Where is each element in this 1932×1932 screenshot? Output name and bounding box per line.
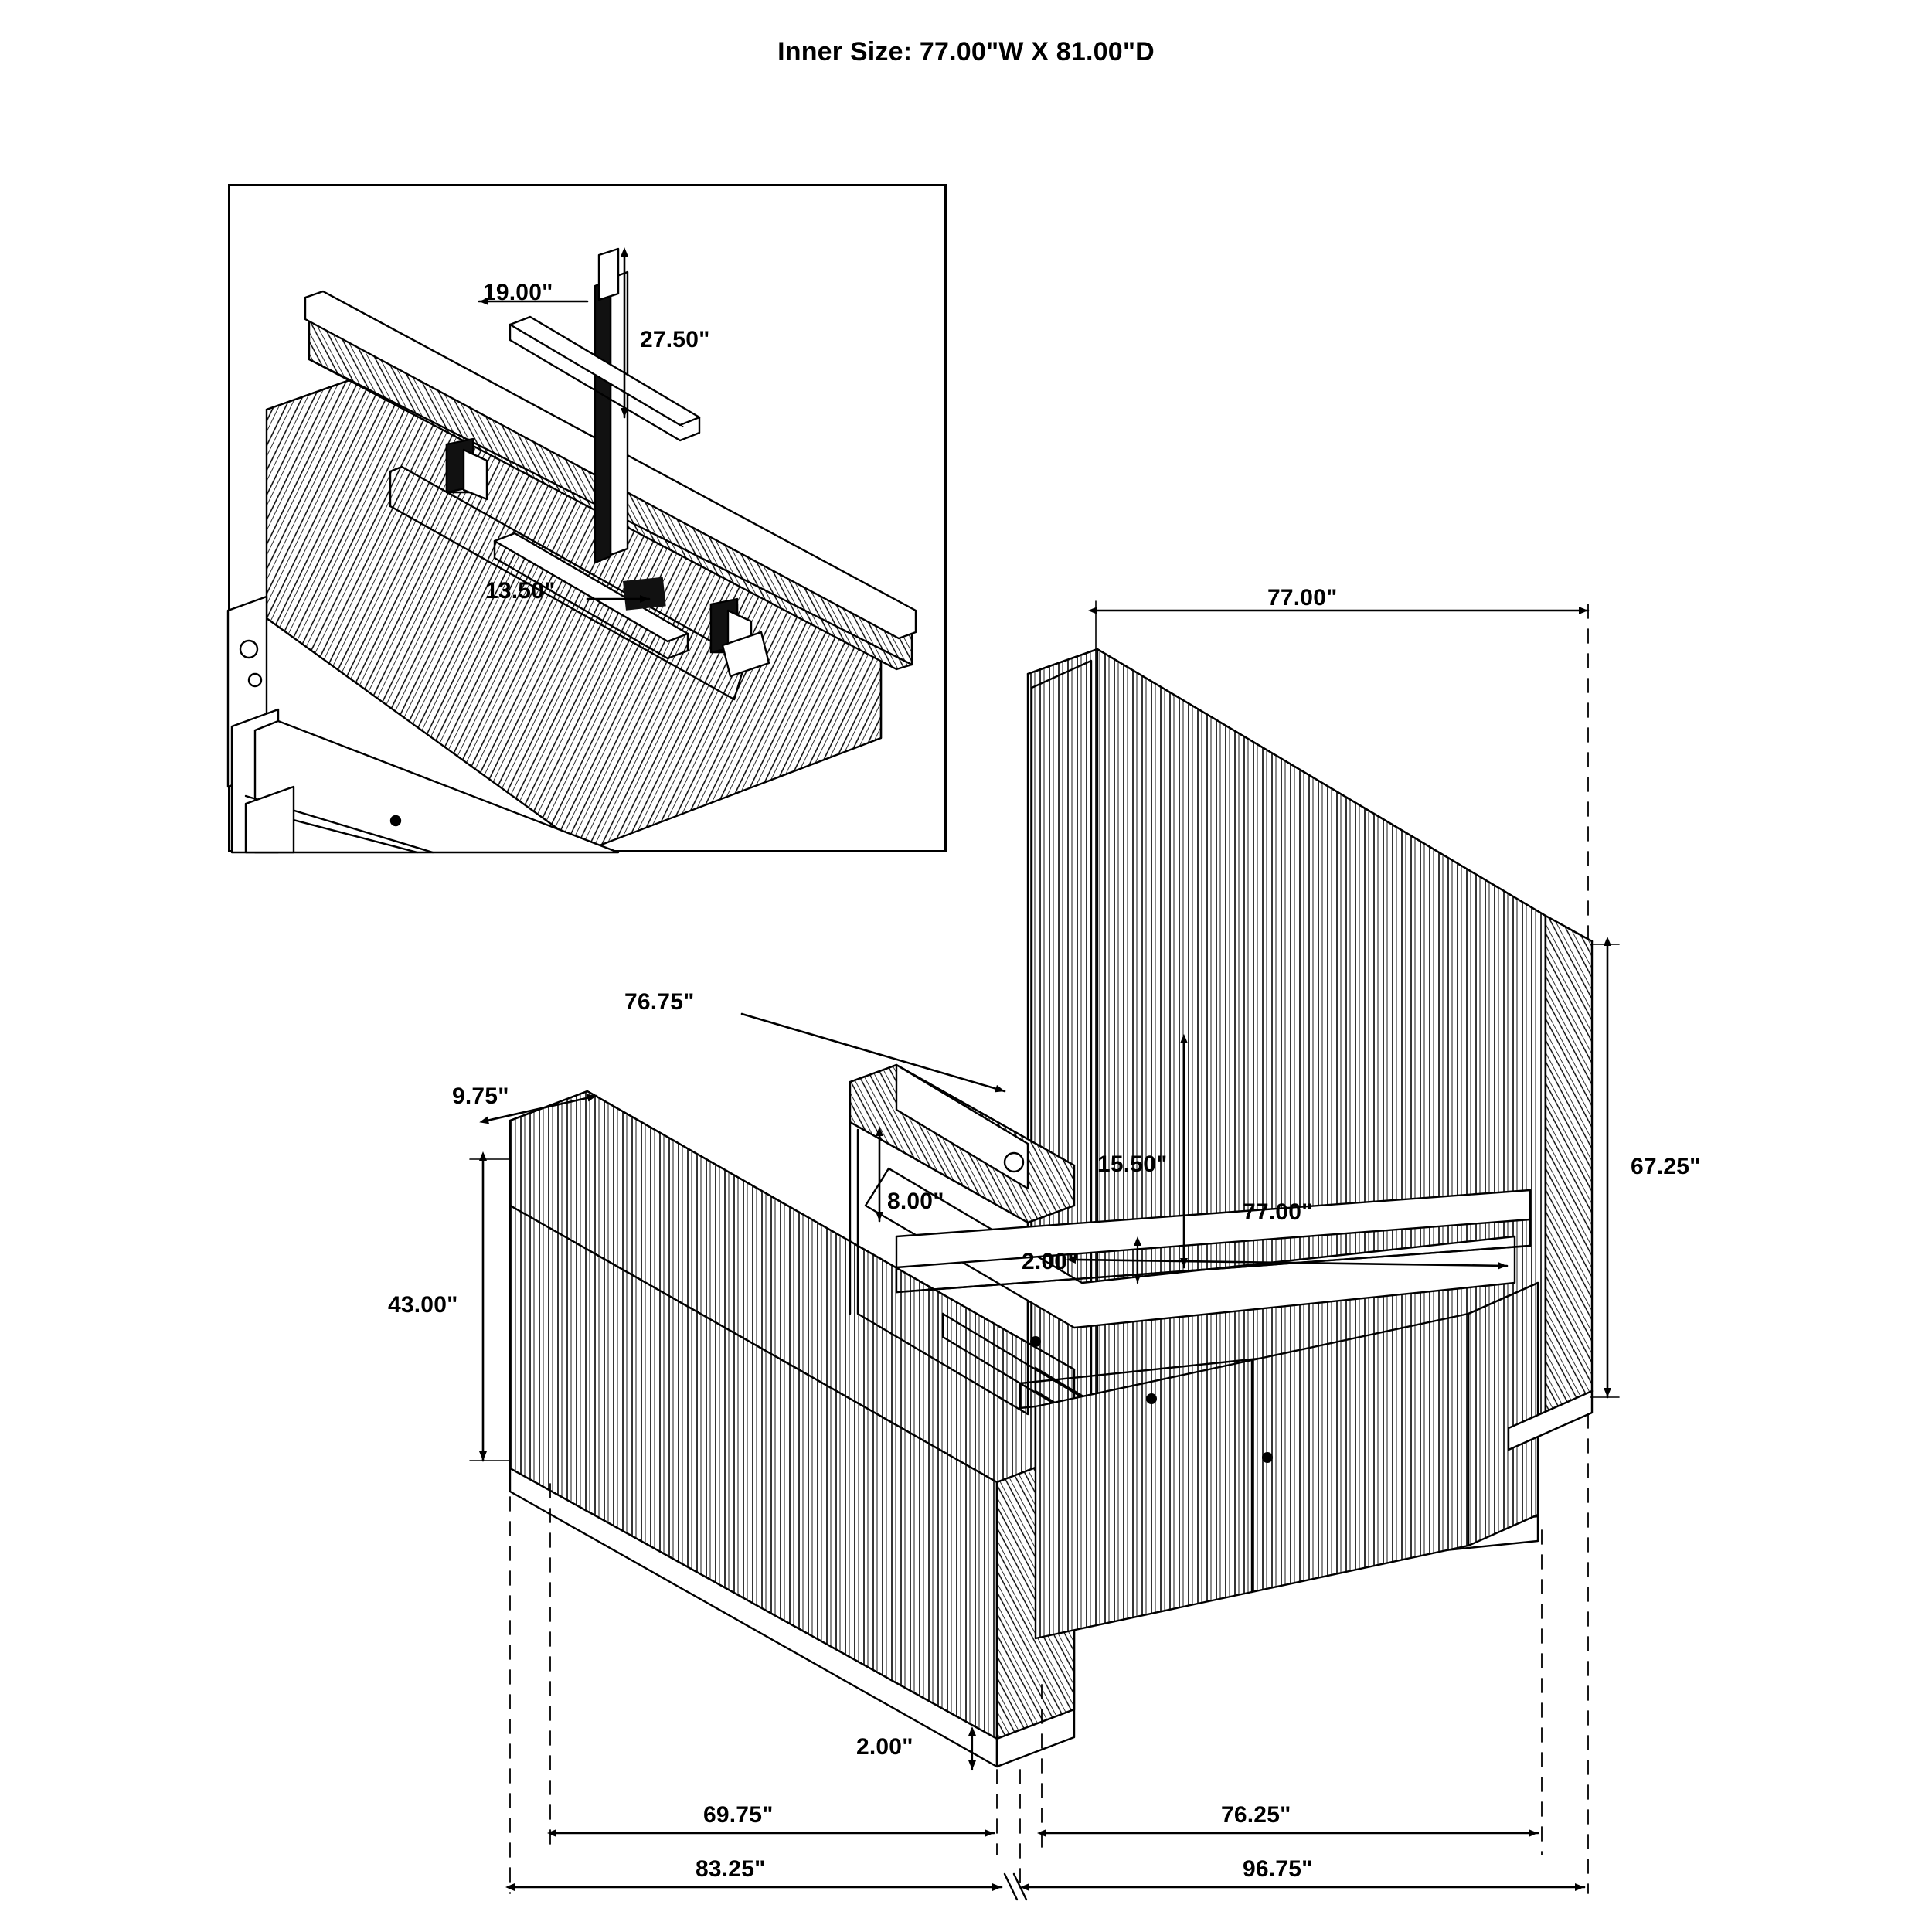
dim-footboard-depth-9-75: 9.75" [452, 1083, 509, 1109]
dim-deck-height-15-50: 15.50" [1097, 1151, 1168, 1177]
dim-footboard-height-43: 43.00" [388, 1292, 458, 1318]
page-title: Inner Size: 77.00"W X 81.00"D [777, 37, 1155, 66]
dim-rail-thickness-2-00-upper: 2.00" [1022, 1249, 1079, 1274]
dim-27-50: 27.50" [640, 327, 710, 352]
dim-footboard-width-69-75: 69.75" [703, 1802, 774, 1828]
dim-slat-clearance-8-00: 8.00" [887, 1189, 944, 1214]
dim-rail-thickness-2-00-lower: 2.00" [856, 1734, 913, 1760]
dim-19-00: 19.00" [483, 280, 553, 305]
dim-width-top-77: 77.00" [1267, 585, 1338, 611]
dim-overall-length-96-75: 96.75" [1243, 1856, 1313, 1882]
dim-height-67-25: 67.25" [1631, 1154, 1701, 1179]
dim-inner-width-77: 77.00" [1243, 1199, 1313, 1225]
dim-rail-76-75: 76.75" [624, 989, 695, 1015]
dim-13-50: 13.50" [485, 578, 556, 604]
dim-side-length-76-25: 76.25" [1221, 1802, 1291, 1828]
dim-overall-width-83-25: 83.25" [696, 1856, 766, 1882]
